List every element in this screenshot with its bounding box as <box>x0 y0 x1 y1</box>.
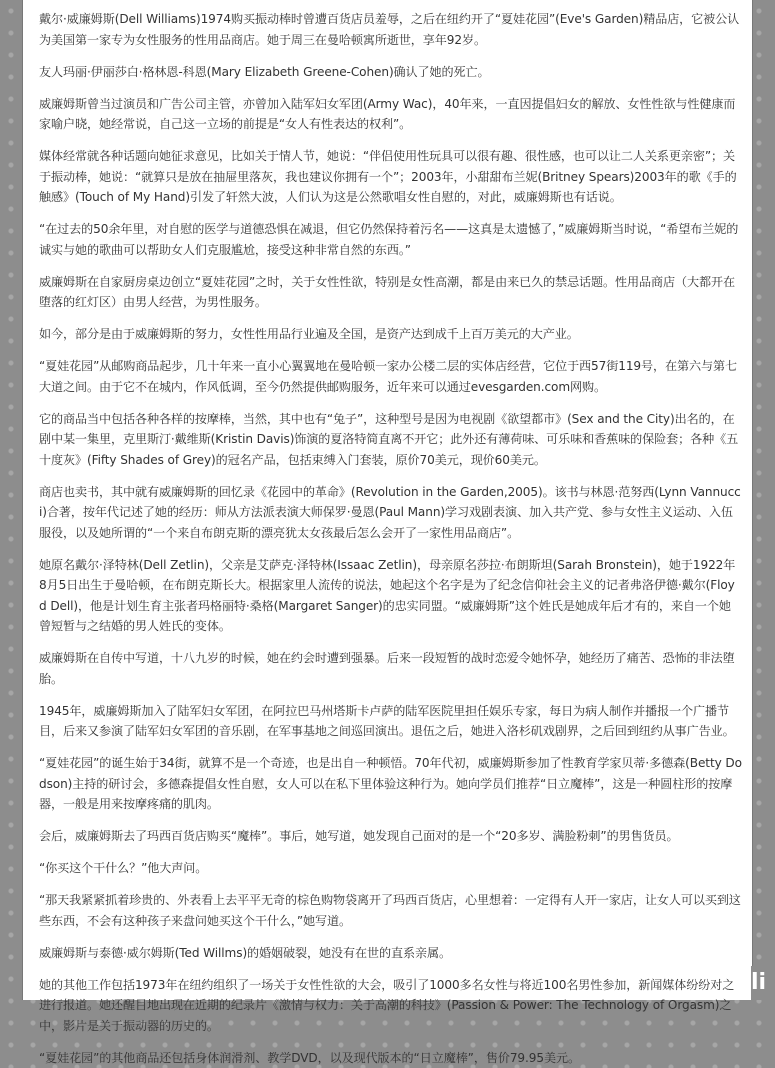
paragraph: “夏娃花园”从邮购商品起步，几十年来一直小心翼翼地在曼哈顿一家办公楼二层的实体店经营，它位于西57街119号，在第六与第七大道之间。由于它不在城内，作风低调，至今仍然提供邮购服务，近年来可以通过evesgarden.com网购。 <box>39 356 742 397</box>
paragraph: 友人玛丽·伊丽莎白·格林恩-科恩(Mary Elizabeth Greene-Cohen)确认了她的死亡。 <box>39 62 742 83</box>
article-body <box>22 0 753 1000</box>
paragraph: 商店也卖书，其中就有威廉姆斯的回忆录《花园中的革命》(Revolution in the Garden,2005)。该书与林恩·范努西(Lynn Vannucci)合著，按年代记述了她的经历：师从方法派表演大师保罗·曼恩(Paul Mann)学习戏剧表演、加入共产党、参与女性主义运动、入伍服役，以及她所谓的“一个来自布朗克斯的漂亮犹太女孩最后怎么会开了一家性用品商店”。 <box>39 482 742 544</box>
paragraph: 威廉姆斯在自传中写道，十八九岁的时候，她在约会时遭到强暴。后来一段短暂的战时恋爱令她怀孕，她经历了痛苦、恐怖的非法堕胎。 <box>39 648 742 689</box>
paragraph: 她的其他工作包括1973年在纽约组织了一场关于女性性欲的大会，吸引了1000多名女性与将近100名男性参加，新闻媒体纷纷对之进行报道。她还醒目地出现在近期的纪录片《激情与权力：关于高潮的科技》(Passion & Power: The Technology of Orgasm)之中，影片是关于振动器的历史的。 <box>39 975 742 1037</box>
paragraph: 戴尔·威廉姆斯(Dell Williams)1974购买振动棒时曾遭百货店员羞辱，之后在纽约开了“夏娃花园”(Eve's Garden)精品店，它被公认为美国第一家专为女性服务的性用品商店。她于周三在曼哈顿寓所逝世，享年92岁。 <box>39 9 742 50</box>
paragraph: 它的商品当中包括各种各样的按摩棒，当然，其中也有“兔子”，这种型号是因为电视剧《欲望都市》(Sex and the City)出名的，在剧中某一集里，克里斯汀·戴维斯(Kristin Davis)饰演的夏洛特简直离不开它；此外还有薄荷味、可乐味和香蕉味的保险套；各种《五十度灰》(Fifty Shades of Grey)的冠名产品，包括束缚入门套装，原价70美元，现价60美元。 <box>39 409 742 471</box>
paragraph: 她原名戴尔·泽特林(Dell Zetlin)，父亲是艾萨克·泽特林(Issaac Zetlin)，母亲原名莎拉·布朗斯坦(Sarah Bronstein)，她于1922年8月5日出生于曼哈顿，在布朗克斯长大。根据家里人流传的说法，她起这个名字是为了纪念信仰社会主义的记者弗洛伊德·戴尔(Floyd Dell)，他是计划生育主张者玛格丽特·桑格(Margaret Sanger)的忠实同盟。“威廉姆斯”这个姓氏是她成年后才有的，来自一个她曾短暂与之结婚的男人姓氏的变体。 <box>39 555 742 637</box>
paragraph: 如今，部分是由于威廉姆斯的努力，女性性用品行业遍及全国，是资产达到成千上百万美元的大产业。 <box>39 324 742 345</box>
paragraph: 媒体经常就各种话题向她征求意见，比如关于情人节，她说：“伴侣使用性玩具可以很有趣、很性感，也可以让二人关系更亲密”；关于振动棒，她说：“就算只是放在抽屉里落灰，我也建议你拥有一个”；2003年，小甜甜布兰妮(Britney Spears)2003年的歌《手的触感》(Touch of My Hand)引发了轩然大波，人们认为这是公然歌唱女性自慰的，对此，威廉姆斯也有话说。 <box>39 146 742 208</box>
corner-watermark: li <box>751 966 775 1000</box>
paragraph: “夏娃花园”的其他商品还包括身体润滑剂、教学DVD，以及现代版本的“日立魔棒”，售价79.95美元。 <box>39 1048 742 1068</box>
paragraph: 会后，威廉姆斯去了玛西百货店购买“魔棒”。事后，她写道，她发现自己面对的是一个“20多岁、满脸粉刺”的男售货员。 <box>39 826 742 847</box>
paragraph: “你买这个干什么？”他大声问。 <box>39 858 742 879</box>
paragraph: 1945年，威廉姆斯加入了陆军妇女军团，在阿拉巴马州塔斯卡卢萨的陆军医院里担任娱乐专家，每日为病人制作并播报一个广播节目，后来又参演了陆军妇女军团的音乐剧，在军事基地之间巡回演出。退伍之后，她进入洛杉矶戏剧界，之后回到纽约从事广告业。 <box>39 701 742 742</box>
paragraph: “在过去的50余年里，对自慰的医学与道德恐惧在减退，但它仍然保持着污名——这真是太遗憾了，”威廉姆斯当时说，“希望布兰妮的诚实与她的歌曲可以帮助女人们克服尴尬，接受这种非常自然的东西。” <box>39 219 742 260</box>
paragraph: 威廉姆斯与泰德·威尔姆斯(Ted Willms)的婚姻破裂，她没有在世的直系亲属。 <box>39 943 742 964</box>
paragraph: 威廉姆斯曾当过演员和广告公司主管，亦曾加入陆军妇女军团(Army Wac)，40年来，一直因提倡妇女的解放、女性性欲与性健康而家喻户晓，她经常说，自己这一立场的前提是“女人有性表达的权利”。 <box>39 94 742 135</box>
paragraph: “夏娃花园”的诞生始于34街，就算不是一个奇迹，也是出自一种顿悟。70年代初，威廉姆斯参加了性教育学家贝蒂·多德森(Betty Dodson)主持的研讨会，多德森提倡女性自慰，女人可以在私下里体验这种行为。她向学员们推荐“日立魔棒”，这是一种圆柱形的按摩器，一般是用来按摩疼痛的肌肉。 <box>39 753 742 815</box>
paragraph: 威廉姆斯在自家厨房桌边创立“夏娃花园”之时，关于女性性欲，特别是女性高潮，都是由来已久的禁忌话题。性用品商店（大都开在堕落的红灯区）由男人经营，为男性服务。 <box>39 272 742 313</box>
paragraph: “那天我紧紧抓着珍贵的、外表看上去平平无奇的棕色购物袋离开了玛西百货店，心里想着：一定得有人开一家店，让女人可以买到这些东西，不会有这种孩子来盘问她买这个干什么，”她写道。 <box>39 890 742 931</box>
